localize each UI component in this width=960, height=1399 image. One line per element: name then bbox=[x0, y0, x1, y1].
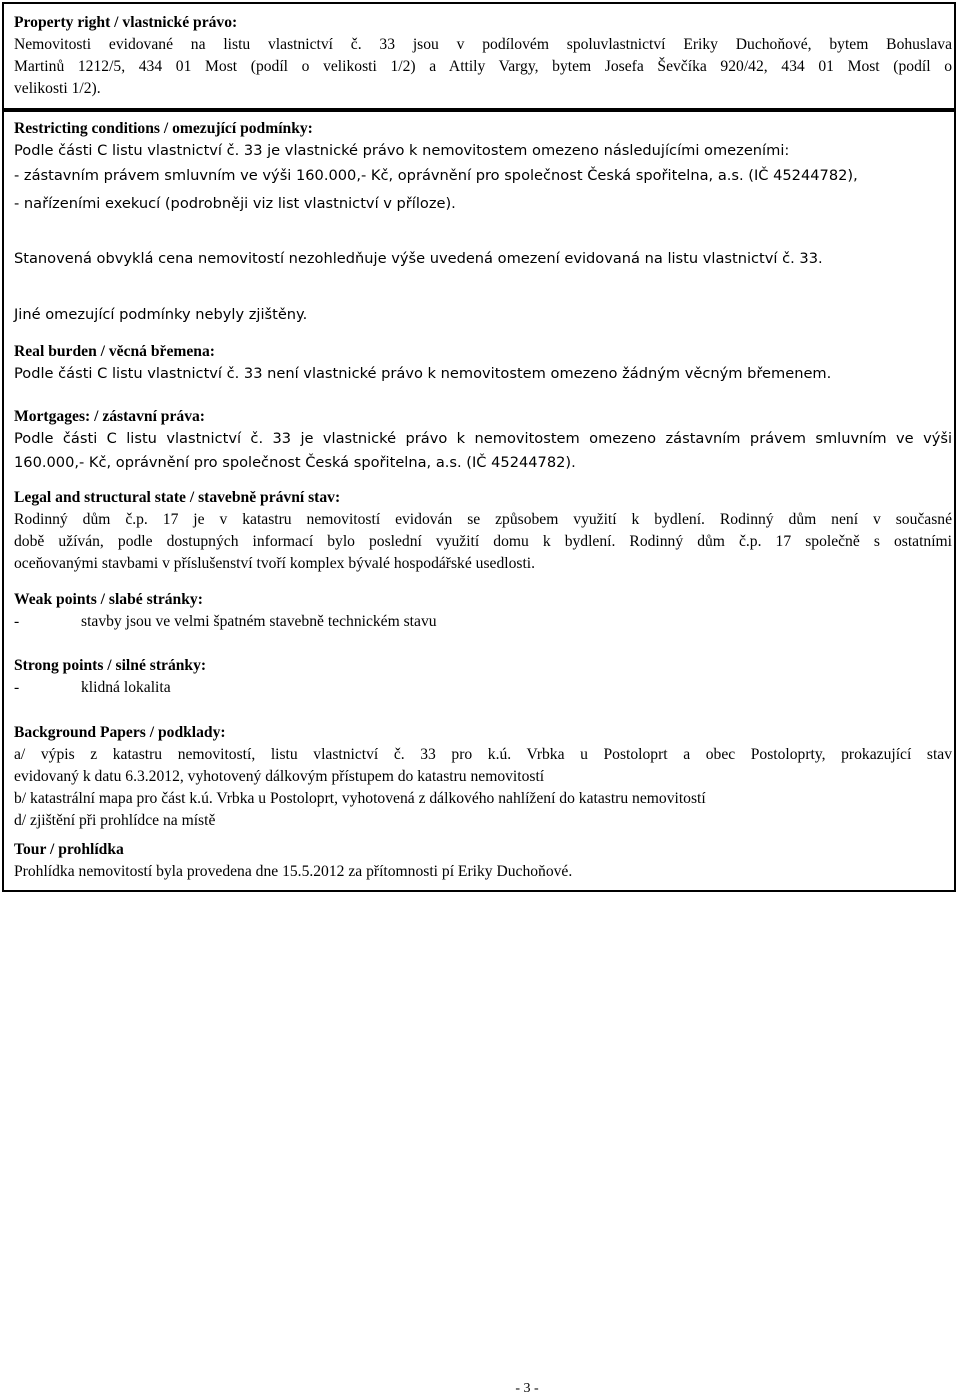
tour-heading: Tour / prohlídka bbox=[14, 841, 124, 858]
legal-state-heading: Legal and structural state / stavebně právní stav: bbox=[14, 489, 341, 506]
tour-text: Prohlídka nemovitostí byla provedena dne 15.5.2012 za přítomnosti pí Eriky Duchoňové. bbox=[14, 863, 573, 880]
weak-points-heading: Weak points / slabé stránky: bbox=[14, 591, 203, 608]
restricting-line-1: Podle části C listu vlastnictví č. 33 je vlastnické právo k nemovitostem omezeno následujícími omezeními: bbox=[14, 142, 790, 159]
ownership-heading: Property right / vlastnické právo: bbox=[14, 14, 238, 31]
restricting-line-2: - zástavním právem smluvním ve výši 160.000,- Kč, oprávnění pro společnost Česká spořitelna, a.s. (IČ 45244782), bbox=[14, 167, 858, 184]
background-line-1: a/ výpis z katastru nemovitostí, listu vlastnictví č. 33 pro k.ú. Vrbka u Postoloprt a obec Postoloprty, prokazující stav bbox=[14, 746, 952, 763]
real-burden-heading: Real burden / věcná břemena: bbox=[14, 343, 215, 360]
strong-points-bullet: - bbox=[14, 679, 20, 696]
background-line-2: evidovaný k datu 6.3.2012, vyhotovený dálkovým přístupem do katastru nemovitostí bbox=[14, 768, 545, 785]
mortgages-line-1: Podle části C listu vlastnictví č. 33 je vlastnické právo k nemovitostem omezeno zástavním právem smluvním ve výši bbox=[14, 430, 952, 447]
strong-points-heading: Strong points / silné stránky: bbox=[14, 657, 207, 674]
page-number-footer bbox=[0, 1379, 960, 1399]
background-line-3: b/ katastrální mapa pro část k.ú. Vrbka u Postoloprt, vyhotovená z dálkového nahlížení do katastru nemovitostí bbox=[14, 790, 706, 807]
details-section bbox=[2, 110, 956, 892]
strong-points-item: klidná lokalita bbox=[81, 679, 171, 696]
mortgages-line-2: 160.000,- Kč, oprávnění pro společnost Česká spořitelna, a.s. (IČ 45244782). bbox=[14, 454, 576, 471]
legal-state-line-3: oceňovanými stavbami v příslušenství tvoří komplex bývalé hospodářské usedlosti. bbox=[14, 555, 536, 572]
ownership-line-2: Martinů 1212/5, 434 01 Most (podíl o velikosti 1/2) a Attily Vargy, bytem Josefa Ševčíka 920/42, 434 01 Most (podíl o bbox=[14, 58, 952, 75]
ownership-line-1: Nemovitosti evidované na listu vlastnictví č. 33 jsou v podílovém spoluvlastnictví Eriky Duchoňové, bytem Bohuslava bbox=[14, 36, 952, 53]
restricting-line-3: - nařízeními exekucí (podrobněji viz list vlastnictví v příloze). bbox=[14, 195, 456, 212]
page-number: - 3 - bbox=[515, 1381, 539, 1396]
mortgages-heading: Mortgages: / zástavní práva: bbox=[14, 408, 205, 425]
ownership-line-3: velikosti 1/2). bbox=[14, 80, 101, 97]
background-heading: Background Papers / podklady: bbox=[14, 724, 226, 741]
restricting-heading: Restricting conditions / omezující podmínky: bbox=[14, 120, 313, 137]
weak-points-item: stavby jsou ve velmi špatném stavebně technickém stavu bbox=[81, 613, 437, 630]
real-burden-text: Podle části C listu vlastnictví č. 33 není vlastnické právo k nemovitostem omezeno žádným věcným břemenem. bbox=[14, 365, 832, 382]
legal-state-line-2: době užíván, podle dostupných informací bylo poslední využití domu k bydlení. Rodinný dům č.p. 17 společně s ostatními bbox=[14, 533, 952, 550]
restricting-note-2: Jiné omezující podmínky nebyly zjištěny. bbox=[14, 306, 308, 323]
restricting-note-1: Stanovená obvyklá cena nemovitostí nezohledňuje výše uvedená omezení evidovaná na listu vlastnictví č. 33. bbox=[14, 250, 823, 267]
weak-points-bullet: - bbox=[14, 613, 20, 630]
background-line-4: d/ zjištění při prohlídce na místě bbox=[14, 812, 216, 829]
legal-state-line-1: Rodinný dům č.p. 17 je v katastru nemovitostí evidován se způsobem využití k bydlení. Rodinný dům není v současné bbox=[14, 511, 952, 528]
ownership-section bbox=[2, 2, 956, 110]
